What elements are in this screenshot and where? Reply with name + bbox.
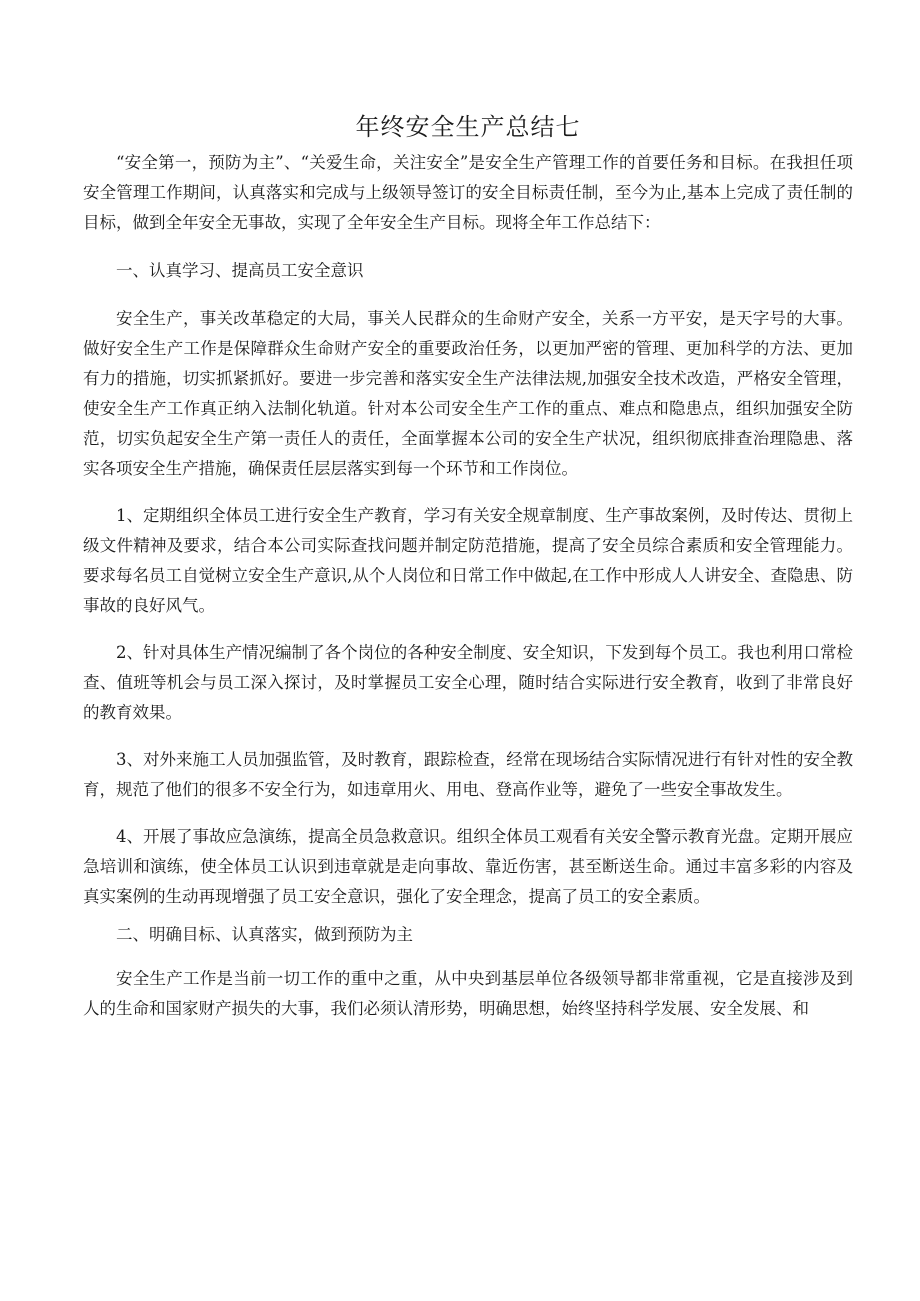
section-1-item-1: 1、定期组织全体员工进行安全生产教育，学习有关安全规章制度、生产事故案例，及时传达、贯彻上级文件精神及要求，结合本公司实际查找问题并制定防范措施，提高了安全员综合素质和安全管理能力。要求每名员工自觉树立安全生产意识,从个人岗位和日常工作中做起,在工作中形成人人讲安全、查隐患、防事故的良好风气。	[83, 506, 853, 615]
section-1-item-3: 3、对外来施工人员加强监管，及时教育，跟踪检查，经常在现场结合实际情况进行有针对性的安全教育，规范了他们的很多不安全行为，如违章用火、用电、登高作业等，避免了一些安全事故发生。	[83, 750, 853, 799]
section-1-item-2: 2、针对具体生产情况编制了各个岗位的各种安全制度、安全知识，下发到每个员工。我也利用口常检查、值班等机会与员工深入探讨，及时掌握员工安全心理，随时结合实际进行安全教育，收到了非常良好的教育效果。	[83, 643, 853, 722]
intro-paragraph: “安全第一，预防为主”、“关爱生命，关注安全”是安全生产管理工作的首要任务和目标。在我担任项安全管理工作期间，认真落实和完成与上级领导签订的安全目标责任制，至今为止,基本上完成了责任制的目标，做到全年安全无事故，实现了全年安全生产目标。现将全年工作总结下：	[83, 153, 853, 232]
section-1-body: 安全生产，事关改革稳定的大局，事关人民群众的生命财产安全，关系一方平安，是天字号的大事。做好安全生产工作是保障群众生命财产安全的重要政治任务，以更加严密的管理、更加科学的方法、更加有力的措施，切实抓紧抓好。要进一步完善和落实安全生产法律法规,加强安全技术改造，严格安全管理，使安全生产工作真正纳入法制化轨道。针对本公司安全生产工作的重点、难点和隐患点，组织加强安全防范，切实负起安全生产第一责任人的责任，全面掌握本公司的安全生产状况，组织彻底排查治理隐患、落实各项安全生产措施，确保责任层层落实到每一个环节和工作岗位。	[83, 309, 853, 478]
section-2-heading: 二、明确目标、认真落实，做到预防为主	[116, 925, 413, 944]
section-1-item-4: 4、开展了事故应急演练，提高全员急救意识。组织全体员工观看有关安全警示教育光盘。定期开展应急培训和演练，使全体员工认识到违章就是走向事故、靠近伤害，甚至断送生命。通过丰富多彩的内容及真实案例的生动再现增强了员工安全意识，强化了安全理念，提高了员工的安全素质。	[83, 827, 853, 906]
document-page	[83, 110, 853, 1024]
section-1-heading: 一、认真学习、提高员工安全意识	[116, 261, 364, 280]
section-2-body: 安全生产工作是当前一切工作的重中之重，从中央到基层单位各级领导都非常重视，它是直接涉及到人的生命和国家财产损失的大事，我们必须认清形势，明确思想，始终坚持科学发展、安全发展、和	[83, 969, 853, 1018]
document-title: 年终安全生产总结七	[355, 113, 581, 141]
